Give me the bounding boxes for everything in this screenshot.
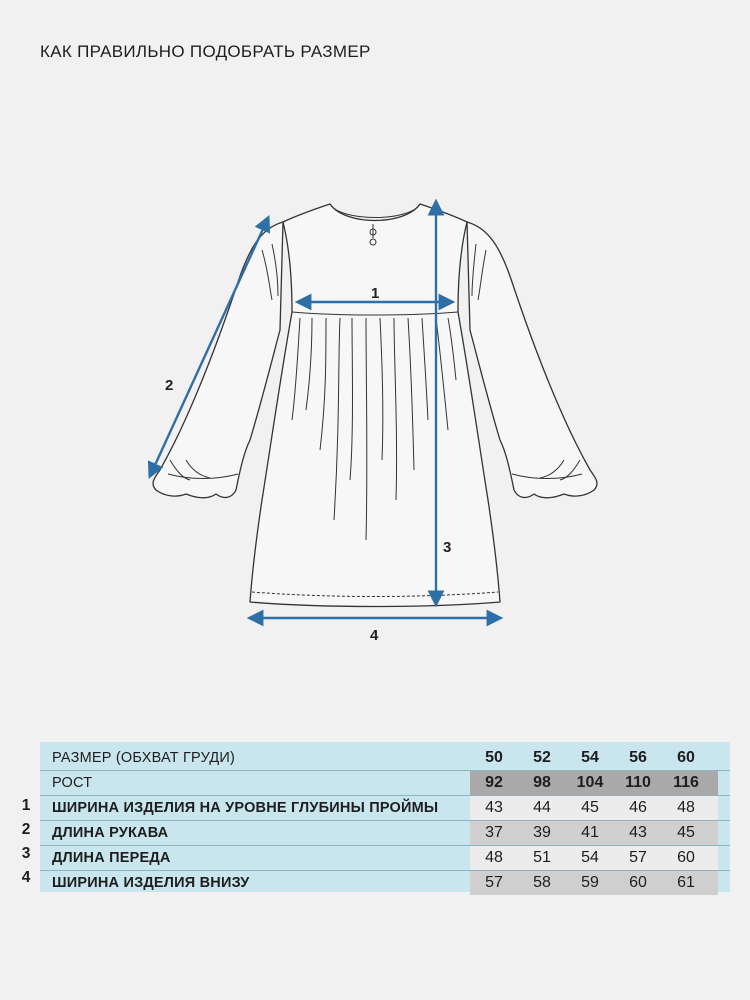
row-label: РОСТ <box>52 775 93 791</box>
measure-label-2: 2 <box>165 377 174 394</box>
cell-value: 57 <box>485 874 503 891</box>
page-title: КАК ПРАВИЛЬНО ПОДОБРАТЬ РАЗМЕР <box>40 42 371 61</box>
cell-value: 110 <box>625 774 651 791</box>
dress-outline <box>153 204 597 607</box>
row-number-3: 3 <box>21 845 31 862</box>
table-row-height <box>40 771 730 795</box>
row-values <box>470 746 718 770</box>
row-label: РАЗМЕР (ОБХВАТ ГРУДИ) <box>52 750 236 766</box>
table-row <box>40 846 730 870</box>
cell-value: 37 <box>485 824 503 841</box>
cell-value: 43 <box>485 799 503 816</box>
cell-value: 52 <box>533 749 551 766</box>
cell-value: 48 <box>677 799 695 816</box>
row-label: ШИРИНА ИЗДЕЛИЯ ВНИЗУ <box>52 875 250 891</box>
cell-value: 45 <box>677 824 695 841</box>
cell-value: 60 <box>629 874 647 891</box>
cell-value: 60 <box>677 749 695 766</box>
cell-value: 50 <box>485 749 503 766</box>
cell-value: 51 <box>533 849 551 866</box>
cell-value: 54 <box>581 749 599 766</box>
cell-value: 104 <box>576 774 604 791</box>
row-values <box>470 796 718 820</box>
row-values <box>470 846 718 870</box>
cell-value: 56 <box>629 749 647 766</box>
cell-value: 54 <box>581 849 599 866</box>
cell-value: 61 <box>677 874 695 891</box>
cell-value: 59 <box>581 874 599 891</box>
row-values <box>470 771 718 795</box>
measure-label-4: 4 <box>370 627 379 644</box>
cell-value: 39 <box>533 824 551 841</box>
cell-value: 46 <box>629 799 647 816</box>
row-label: ДЛИНА ПЕРЕДА <box>52 850 171 866</box>
cell-value: 57 <box>629 849 647 866</box>
row-number-4: 4 <box>21 869 31 886</box>
table-row-size <box>40 746 730 770</box>
cell-value: 60 <box>677 849 695 866</box>
cell-value: 48 <box>485 849 503 866</box>
measure-label-3: 3 <box>443 539 452 556</box>
cell-value: 44 <box>533 799 551 816</box>
table-row <box>40 821 730 845</box>
measure-label-1: 1 <box>371 285 380 302</box>
table-row <box>40 796 730 820</box>
size-table <box>40 742 730 892</box>
row-label: ДЛИНА РУКАВА <box>52 825 169 841</box>
cell-value: 58 <box>533 874 551 891</box>
table-row <box>40 871 730 895</box>
cell-value: 116 <box>673 774 699 791</box>
row-number-2: 2 <box>21 821 31 838</box>
cell-value: 41 <box>581 824 599 841</box>
row-label: ШИРИНА ИЗДЕЛИЯ НА УРОВНЕ ГЛУБИНЫ ПРОЙМЫ <box>52 800 439 816</box>
row-values <box>470 821 718 845</box>
cell-value: 43 <box>629 824 647 841</box>
cell-value: 98 <box>533 774 551 791</box>
row-number-1: 1 <box>21 797 31 814</box>
row-values <box>470 871 718 895</box>
cell-value: 45 <box>581 799 599 816</box>
cell-value: 92 <box>485 774 503 791</box>
